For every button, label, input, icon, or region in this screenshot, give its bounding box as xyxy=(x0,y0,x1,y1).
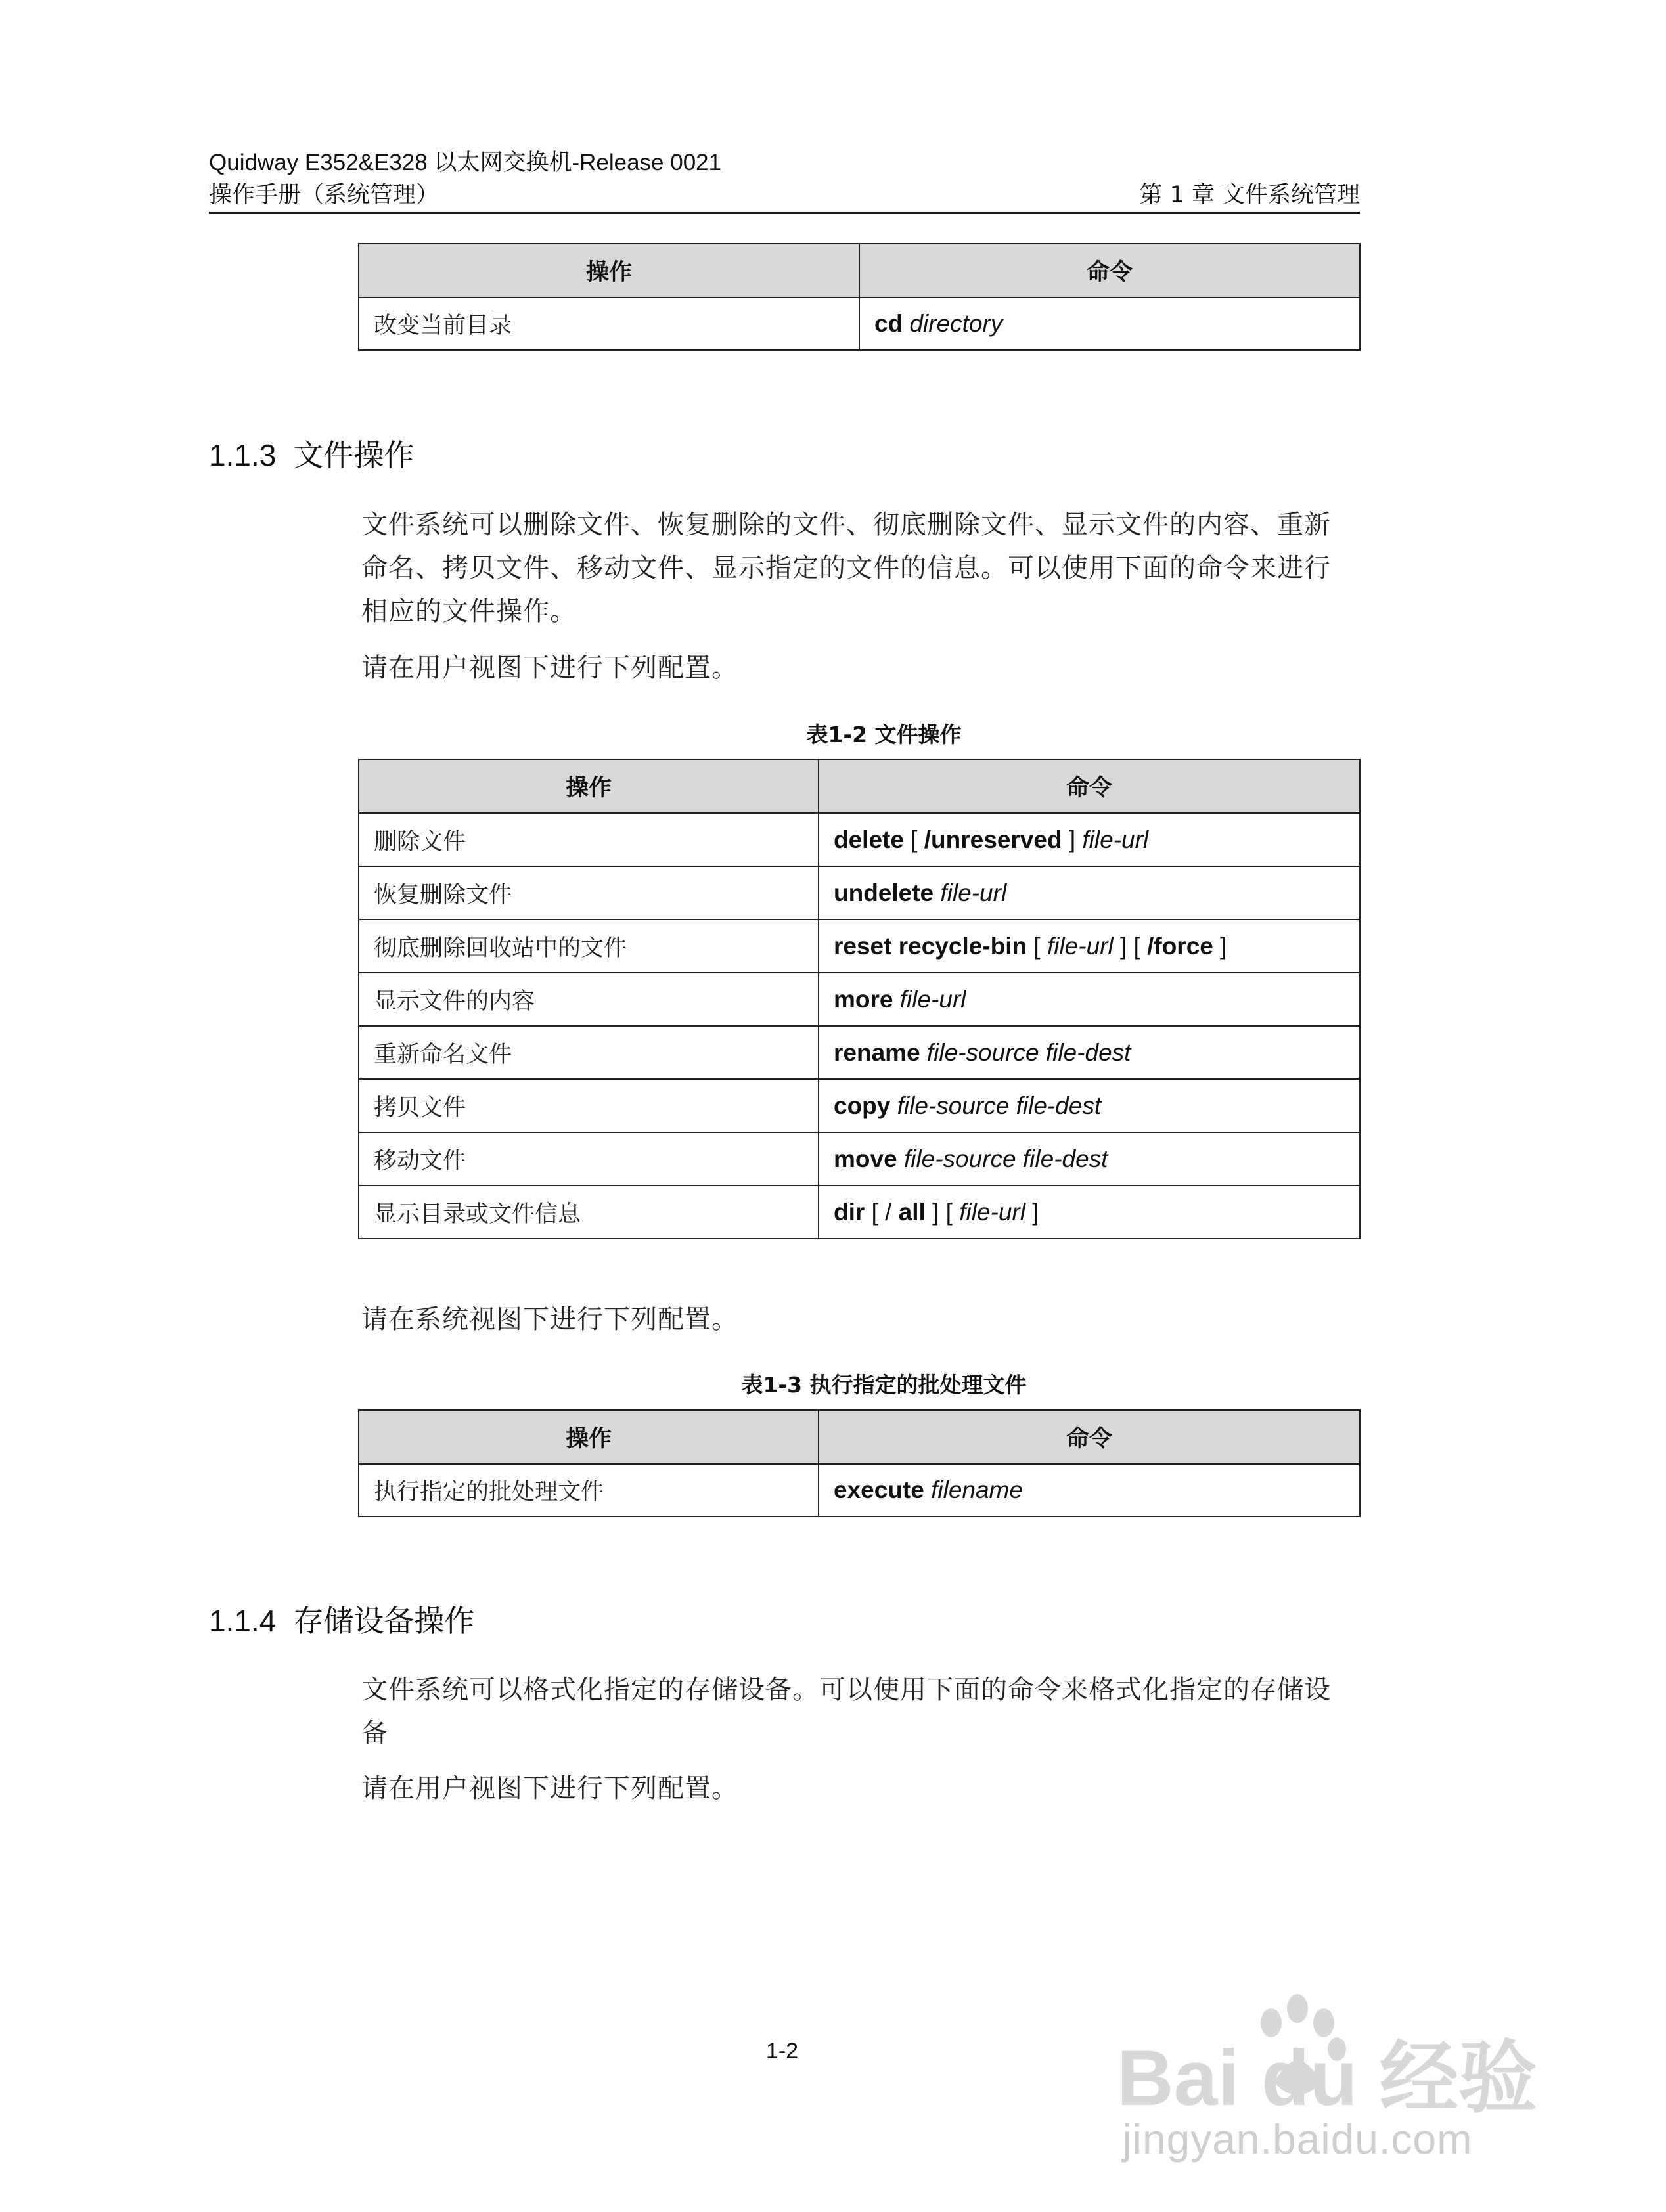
cmd-cell xyxy=(819,1132,1360,1185)
note-text: 请在系统视图下进行下列配置。 xyxy=(361,1304,738,1335)
paragraph-line: 命名、拷贝文件、移动文件、显示指定的文件的信息。可以使用下面的命令来进行 xyxy=(361,553,1331,583)
watermark-logo-text: Bai du 经验 xyxy=(1117,2034,1538,2122)
cmd-cell xyxy=(819,1026,1360,1079)
command-argument: directory xyxy=(909,310,1003,337)
header-chapter: 第 1 章 文件系统管理 xyxy=(1139,182,1360,208)
note-user-view-2 xyxy=(361,1767,1366,1810)
op-cell: 拷贝文件 xyxy=(359,1079,819,1132)
op-cell: 重新命名文件 xyxy=(359,1026,819,1079)
paragraph-line: 文件系统可以格式化指定的存储设备。可以使用下面的命令来格式化指定的存储设 xyxy=(361,1675,1331,1705)
table-row xyxy=(359,813,1360,866)
command-keyword: execute xyxy=(834,1476,924,1503)
column-header-cmd: 命令 xyxy=(819,759,1360,813)
command-syntax: ] [ xyxy=(1113,932,1148,960)
command-keyword: cd xyxy=(874,310,903,337)
note-system-view xyxy=(361,1298,1366,1341)
op-cell: 显示目录或文件信息 xyxy=(359,1185,819,1239)
section-title: 文件操作 xyxy=(293,437,415,473)
command-keyword: all xyxy=(898,1198,926,1226)
command-argument: file-source file-dest xyxy=(903,1145,1108,1172)
command-syntax xyxy=(893,986,899,1013)
cmd-cell xyxy=(819,919,1360,973)
header-divider xyxy=(209,212,1360,214)
command-keyword: rename xyxy=(834,1038,920,1066)
baidu-paw-icon xyxy=(1110,1983,1538,2122)
command-syntax xyxy=(897,1145,904,1172)
op-cell: 彻底删除回收站中的文件 xyxy=(359,919,819,973)
table-row xyxy=(359,866,1360,919)
section-heading-1-1-4 xyxy=(209,1603,474,1647)
cmd-cell xyxy=(859,298,1360,350)
paragraph-line: 文件系统可以删除文件、恢复删除的文件、彻底删除文件、显示文件的内容、重新 xyxy=(361,510,1331,540)
command-syntax xyxy=(924,1476,931,1503)
command-argument: file-url xyxy=(899,985,966,1013)
command-keyword: delete xyxy=(834,826,904,853)
cmd-cell xyxy=(819,1079,1360,1132)
command-argument: file-url xyxy=(959,1198,1025,1226)
cmd-cell xyxy=(819,1464,1360,1516)
table-change-directory xyxy=(358,243,1361,351)
command-keyword: undelete xyxy=(834,879,934,906)
note-text: 请在用户视图下进行下列配置。 xyxy=(361,1773,738,1803)
command-argument: file-url xyxy=(1082,826,1149,853)
command-argument: file-source file-dest xyxy=(926,1038,1131,1066)
section-title: 存储设备操作 xyxy=(293,1603,475,1639)
op-cell: 改变当前目录 xyxy=(359,298,859,350)
column-header-cmd: 命令 xyxy=(859,244,1360,298)
table-row xyxy=(359,919,1360,973)
command-argument: filename xyxy=(931,1476,1023,1503)
command-syntax: [ xyxy=(903,826,924,853)
command-argument: file-source file-dest xyxy=(897,1092,1102,1119)
command-syntax xyxy=(920,1039,927,1066)
command-syntax: ] xyxy=(1062,826,1083,853)
command-keyword: dir xyxy=(834,1198,865,1226)
column-header-op: 操作 xyxy=(359,759,819,813)
section-1-1-4-paragraph xyxy=(361,1668,1366,1755)
section-number: 1.1.4 xyxy=(209,1604,277,1638)
cmd-cell xyxy=(819,866,1360,919)
command-keyword: reset recycle-bin xyxy=(834,932,1027,960)
watermark-url: jingyan.baidu.com xyxy=(1122,2115,1473,2163)
baidu-jingyan-watermark xyxy=(1110,1983,1538,2180)
command-keyword: more xyxy=(834,985,893,1013)
op-cell: 删除文件 xyxy=(359,813,819,866)
command-syntax: [ xyxy=(1027,932,1047,960)
table-row xyxy=(359,1026,1360,1079)
command-syntax: ] xyxy=(1025,1198,1039,1226)
column-header-op: 操作 xyxy=(359,244,859,298)
table-file-operations xyxy=(358,759,1361,1239)
table-row xyxy=(359,1079,1360,1132)
table-row xyxy=(359,1464,1360,1516)
table-caption-1-2: 表1-2 文件操作 xyxy=(806,722,962,747)
section-number: 1.1.3 xyxy=(209,438,277,472)
command-keyword: /unreserved xyxy=(924,826,1062,853)
table-caption-1-3: 表1-3 执行指定的批处理文件 xyxy=(741,1372,1027,1398)
cmd-cell xyxy=(819,813,1360,866)
column-header-op: 操作 xyxy=(359,1410,819,1464)
op-cell: 恢复删除文件 xyxy=(359,866,819,919)
note-text: 请在用户视图下进行下列配置。 xyxy=(361,653,738,683)
table-row xyxy=(359,1185,1360,1239)
op-cell: 执行指定的批处理文件 xyxy=(359,1464,819,1516)
section-heading-1-1-3 xyxy=(209,437,414,481)
op-cell: 显示文件的内容 xyxy=(359,973,819,1026)
command-syntax xyxy=(934,879,940,906)
command-keyword: move xyxy=(834,1145,897,1172)
command-keyword: copy xyxy=(834,1092,891,1119)
column-header-cmd: 命令 xyxy=(819,1410,1360,1464)
command-argument: file-url xyxy=(1047,932,1114,960)
command-syntax xyxy=(890,1092,897,1119)
paragraph-line: 相应的文件操作。 xyxy=(361,596,577,627)
header-manual: 操作手册（系统管理） xyxy=(209,182,439,208)
header-product: Quidway E352&E328 以太网交换机-Release 0021 xyxy=(209,150,722,175)
table-row xyxy=(359,298,1360,350)
cmd-cell xyxy=(819,1185,1360,1239)
section-1-1-3-paragraph xyxy=(361,503,1366,633)
table-row xyxy=(359,1132,1360,1185)
command-syntax: ] [ xyxy=(925,1198,960,1226)
command-argument: file-url xyxy=(940,879,1007,906)
table-row xyxy=(359,973,1360,1026)
cmd-cell xyxy=(819,973,1360,1026)
note-user-view xyxy=(361,646,1366,690)
command-syntax xyxy=(903,310,909,337)
op-cell: 移动文件 xyxy=(359,1132,819,1185)
table-batch-file xyxy=(358,1409,1361,1517)
paragraph-line: 备 xyxy=(361,1718,388,1748)
command-syntax: ] xyxy=(1213,932,1227,960)
command-keyword: /force xyxy=(1147,932,1213,960)
page-number: 1-2 xyxy=(765,2039,799,2064)
command-syntax: [ / xyxy=(865,1198,899,1226)
